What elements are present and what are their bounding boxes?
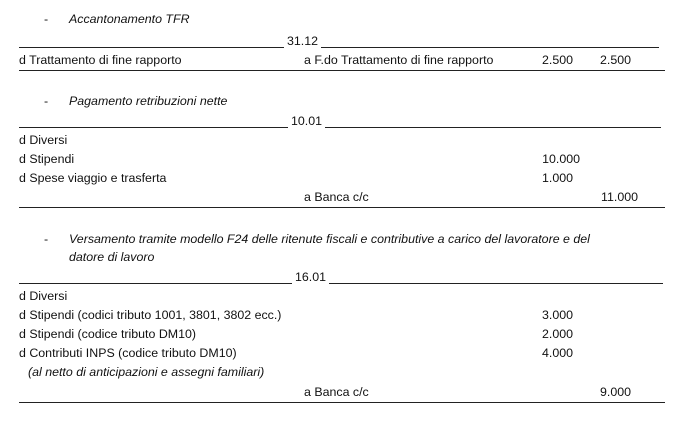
bullet-dash: - bbox=[44, 94, 49, 108]
credit-account: a F.do Trattamento di fine rapporto bbox=[304, 53, 494, 67]
entry-date: 16.01 bbox=[295, 270, 327, 284]
entry-note: (al netto di anticipazioni e assegni familiari) bbox=[28, 365, 265, 379]
credit-account: a Banca c/c bbox=[304, 190, 369, 204]
entry-closing-rule bbox=[19, 70, 665, 71]
entry-title: Pagamento retribuzioni nette bbox=[69, 94, 228, 108]
bullet-dash: - bbox=[44, 232, 49, 246]
debit-amount: 3.000 bbox=[541, 308, 573, 322]
debit-account: d Spese viaggio e trasferta bbox=[19, 171, 167, 185]
debit-account: d Stipendi bbox=[19, 152, 75, 166]
debit-account: d Diversi bbox=[19, 289, 68, 303]
credit-account: a Banca c/c bbox=[304, 385, 369, 399]
date-line bbox=[19, 34, 659, 49]
bullet-dash: - bbox=[44, 12, 49, 26]
debit-amount: 2.000 bbox=[541, 327, 573, 341]
entry-title: Accantonamento TFR bbox=[69, 12, 190, 26]
entry-closing-rule bbox=[19, 402, 665, 403]
debit-amount: 10.000 bbox=[542, 152, 580, 166]
entry-title-continued: datore di lavoro bbox=[69, 250, 155, 264]
debit-account: d Trattamento di fine rapporto bbox=[19, 53, 182, 67]
entry-date: 31.12 bbox=[287, 34, 319, 48]
debit-account: d Stipendi (codici tributo 1001, 3801, 3802 ecc.) bbox=[19, 308, 282, 322]
date-line bbox=[19, 270, 663, 285]
entry-closing-rule bbox=[19, 207, 665, 208]
credit-amount: 2.500 bbox=[599, 53, 631, 67]
debit-amount: 4.000 bbox=[541, 346, 573, 360]
credit-amount: 11.000 bbox=[601, 190, 638, 204]
debit-amount: 2.500 bbox=[541, 53, 573, 67]
debit-amount: 1.000 bbox=[541, 171, 573, 185]
debit-account: d Diversi bbox=[19, 133, 68, 147]
credit-amount: 9.000 bbox=[599, 385, 631, 399]
debit-account: d Stipendi (codice tributo DM10) bbox=[19, 327, 196, 341]
debit-account: d Contributi INPS (codice tributo DM10) bbox=[19, 346, 237, 360]
entry-date: 10.01 bbox=[291, 114, 323, 128]
date-line bbox=[19, 114, 661, 129]
entry-title: Versamento tramite modello F24 delle ritenute fiscali e contributive a carico del lavoratore e del bbox=[69, 232, 590, 246]
